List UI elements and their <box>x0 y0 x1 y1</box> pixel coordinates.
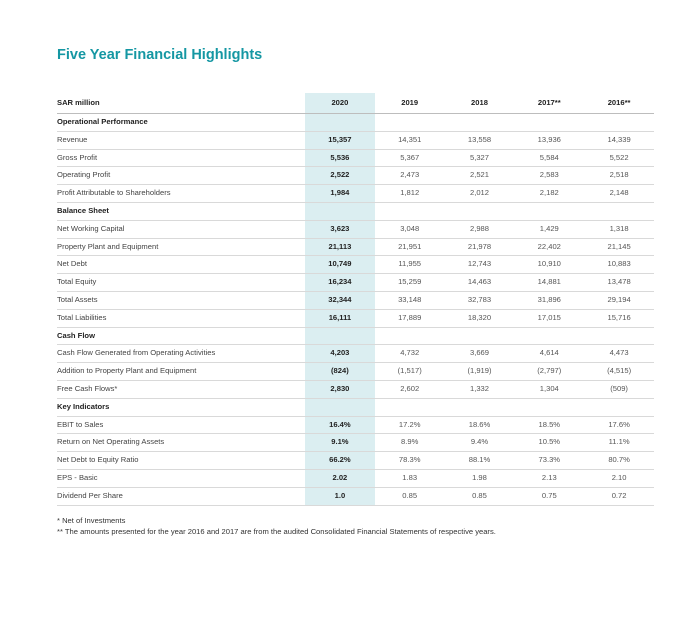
value-cell-2017: 2,583 <box>514 167 584 185</box>
section-header-row <box>57 327 654 345</box>
value-cell-2018: (1,919) <box>445 363 515 381</box>
value-cell-2018: 18,320 <box>445 309 515 327</box>
table-row <box>57 345 654 363</box>
table-row <box>57 452 654 470</box>
value-cell-2016: 1,318 <box>584 220 654 238</box>
value-cell-2020: 2,522 <box>305 167 375 185</box>
table-row <box>57 291 654 309</box>
table-row <box>57 149 654 167</box>
section-empty-cell <box>584 114 654 132</box>
column-header-2019: 2019 <box>375 93 445 114</box>
section-empty-cell <box>514 327 584 345</box>
section-empty-cell <box>375 398 445 416</box>
section-title: Operational Performance <box>57 114 305 132</box>
row-label: Operating Profit <box>57 167 305 185</box>
table-row <box>57 238 654 256</box>
section-empty-cell <box>584 327 654 345</box>
section-empty-cell <box>375 202 445 220</box>
value-cell-2020: 3,623 <box>305 220 375 238</box>
value-cell-2016: 29,194 <box>584 291 654 309</box>
financial-highlights-table <box>57 93 654 506</box>
table-row <box>57 131 654 149</box>
value-cell-2019: 17.2% <box>375 416 445 434</box>
section-empty-cell <box>445 327 515 345</box>
value-cell-2017: 73.3% <box>514 452 584 470</box>
section-empty-cell <box>584 398 654 416</box>
value-cell-2016: (509) <box>584 380 654 398</box>
row-label: EPS - Basic <box>57 469 305 487</box>
section-empty-cell <box>305 202 375 220</box>
value-cell-2017: 14,881 <box>514 274 584 292</box>
table-row <box>57 309 654 327</box>
value-cell-2017: 13,936 <box>514 131 584 149</box>
value-cell-2019: 17,889 <box>375 309 445 327</box>
row-label: Total Equity <box>57 274 305 292</box>
value-cell-2016: 5,522 <box>584 149 654 167</box>
value-cell-2019: 0.85 <box>375 487 445 505</box>
value-cell-2018: 32,783 <box>445 291 515 309</box>
value-cell-2019: 5,367 <box>375 149 445 167</box>
section-empty-cell <box>305 398 375 416</box>
row-label: Gross Profit <box>57 149 305 167</box>
value-cell-2017: 10,910 <box>514 256 584 274</box>
value-cell-2019: 14,351 <box>375 131 445 149</box>
value-cell-2018: 2,988 <box>445 220 515 238</box>
section-header-row <box>57 114 654 132</box>
section-empty-cell <box>514 202 584 220</box>
value-cell-2016: 10,883 <box>584 256 654 274</box>
table-row <box>57 363 654 381</box>
table-row <box>57 487 654 505</box>
value-cell-2020: 1,984 <box>305 185 375 203</box>
footnote-2: ** The amounts presented for the year 2016 and 2017 are from the audited Consolidated Financial Statements of respective years. <box>57 526 496 536</box>
value-cell-2018: 5,327 <box>445 149 515 167</box>
value-cell-2017: (2,797) <box>514 363 584 381</box>
value-cell-2018: 0.85 <box>445 487 515 505</box>
row-label: Profit Attributable to Shareholders <box>57 185 305 203</box>
value-cell-2020: 2,830 <box>305 380 375 398</box>
table-row <box>57 220 654 238</box>
value-cell-2020: 10,749 <box>305 256 375 274</box>
value-cell-2018: 88.1% <box>445 452 515 470</box>
table-row <box>57 416 654 434</box>
value-cell-2016: 21,145 <box>584 238 654 256</box>
value-cell-2020: 15,357 <box>305 131 375 149</box>
value-cell-2018: 21,978 <box>445 238 515 256</box>
value-cell-2020: 16,111 <box>305 309 375 327</box>
value-cell-2017: 2,182 <box>514 185 584 203</box>
table-row <box>57 256 654 274</box>
value-cell-2019: 4,732 <box>375 345 445 363</box>
row-label: Net Debt to Equity Ratio <box>57 452 305 470</box>
value-cell-2020: 4,203 <box>305 345 375 363</box>
value-cell-2019: (1,517) <box>375 363 445 381</box>
table-row <box>57 469 654 487</box>
section-header-row <box>57 202 654 220</box>
section-header-row <box>57 398 654 416</box>
table-row <box>57 185 654 203</box>
value-cell-2018: 2,521 <box>445 167 515 185</box>
row-label: Revenue <box>57 131 305 149</box>
value-cell-2019: 21,951 <box>375 238 445 256</box>
value-cell-2020: 21,113 <box>305 238 375 256</box>
footnotes <box>57 516 496 537</box>
row-label: Property Plant and Equipment <box>57 238 305 256</box>
row-label: Net Debt <box>57 256 305 274</box>
row-label: Cash Flow Generated from Operating Activities <box>57 345 305 363</box>
value-cell-2018: 13,558 <box>445 131 515 149</box>
value-cell-2019: 2,473 <box>375 167 445 185</box>
page-title: Five Year Financial Highlights <box>57 47 263 63</box>
section-title: Key Indicators <box>57 398 305 416</box>
value-cell-2018: 12,743 <box>445 256 515 274</box>
value-cell-2019: 78.3% <box>375 452 445 470</box>
value-cell-2018: 3,669 <box>445 345 515 363</box>
column-header-2016: 2016** <box>584 93 654 114</box>
value-cell-2016: 2,518 <box>584 167 654 185</box>
value-cell-2020: 32,344 <box>305 291 375 309</box>
section-empty-cell <box>375 327 445 345</box>
row-label: Total Assets <box>57 291 305 309</box>
value-cell-2019: 33,148 <box>375 291 445 309</box>
value-cell-2017: 31,896 <box>514 291 584 309</box>
value-cell-2017: 2.13 <box>514 469 584 487</box>
value-cell-2018: 9.4% <box>445 434 515 452</box>
value-cell-2018: 1,332 <box>445 380 515 398</box>
value-cell-2017: 5,584 <box>514 149 584 167</box>
value-cell-2018: 1.98 <box>445 469 515 487</box>
value-cell-2016: 80.7% <box>584 452 654 470</box>
section-title: Cash Flow <box>57 327 305 345</box>
value-cell-2016: 2,148 <box>584 185 654 203</box>
value-cell-2017: 22,402 <box>514 238 584 256</box>
column-header-unit: SAR million <box>57 93 305 114</box>
value-cell-2017: 18.5% <box>514 416 584 434</box>
value-cell-2019: 8.9% <box>375 434 445 452</box>
section-empty-cell <box>514 398 584 416</box>
section-empty-cell <box>445 202 515 220</box>
value-cell-2019: 11,955 <box>375 256 445 274</box>
value-cell-2017: 10.5% <box>514 434 584 452</box>
value-cell-2019: 2,602 <box>375 380 445 398</box>
value-cell-2016: 17.6% <box>584 416 654 434</box>
value-cell-2018: 14,463 <box>445 274 515 292</box>
table-row <box>57 167 654 185</box>
value-cell-2019: 1.83 <box>375 469 445 487</box>
section-empty-cell <box>445 398 515 416</box>
value-cell-2016: 4,473 <box>584 345 654 363</box>
value-cell-2019: 3,048 <box>375 220 445 238</box>
value-cell-2016: 2.10 <box>584 469 654 487</box>
value-cell-2018: 2,012 <box>445 185 515 203</box>
value-cell-2017: 17,015 <box>514 309 584 327</box>
column-header-2018: 2018 <box>445 93 515 114</box>
value-cell-2020: 2.02 <box>305 469 375 487</box>
value-cell-2016: 15,716 <box>584 309 654 327</box>
value-cell-2018: 18.6% <box>445 416 515 434</box>
column-header-2020: 2020 <box>305 93 375 114</box>
value-cell-2019: 15,259 <box>375 274 445 292</box>
section-empty-cell <box>375 114 445 132</box>
section-title: Balance Sheet <box>57 202 305 220</box>
row-label: Addition to Property Plant and Equipment <box>57 363 305 381</box>
value-cell-2016: 11.1% <box>584 434 654 452</box>
value-cell-2020: 16,234 <box>305 274 375 292</box>
value-cell-2017: 0.75 <box>514 487 584 505</box>
table-row <box>57 274 654 292</box>
value-cell-2016: 14,339 <box>584 131 654 149</box>
row-label: Free Cash Flows* <box>57 380 305 398</box>
row-label: Dividend Per Share <box>57 487 305 505</box>
value-cell-2016: 13,478 <box>584 274 654 292</box>
table-row <box>57 434 654 452</box>
footnote-1: * Net of Investments <box>57 516 126 525</box>
value-cell-2020: 66.2% <box>305 452 375 470</box>
value-cell-2020: 9.1% <box>305 434 375 452</box>
section-empty-cell <box>305 114 375 132</box>
value-cell-2017: 1,304 <box>514 380 584 398</box>
value-cell-2016: 0.72 <box>584 487 654 505</box>
row-label: Total Liabilities <box>57 309 305 327</box>
section-empty-cell <box>445 114 515 132</box>
table-header-row <box>57 93 654 114</box>
value-cell-2020: (824) <box>305 363 375 381</box>
table-row <box>57 380 654 398</box>
row-label: EBIT to Sales <box>57 416 305 434</box>
row-label: Return on Net Operating Assets <box>57 434 305 452</box>
section-empty-cell <box>305 327 375 345</box>
value-cell-2020: 16.4% <box>305 416 375 434</box>
value-cell-2019: 1,812 <box>375 185 445 203</box>
value-cell-2017: 1,429 <box>514 220 584 238</box>
value-cell-2017: 4,614 <box>514 345 584 363</box>
value-cell-2020: 5,536 <box>305 149 375 167</box>
value-cell-2020: 1.0 <box>305 487 375 505</box>
section-empty-cell <box>584 202 654 220</box>
value-cell-2016: (4,515) <box>584 363 654 381</box>
section-empty-cell <box>514 114 584 132</box>
column-header-2017: 2017** <box>514 93 584 114</box>
row-label: Net Working Capital <box>57 220 305 238</box>
